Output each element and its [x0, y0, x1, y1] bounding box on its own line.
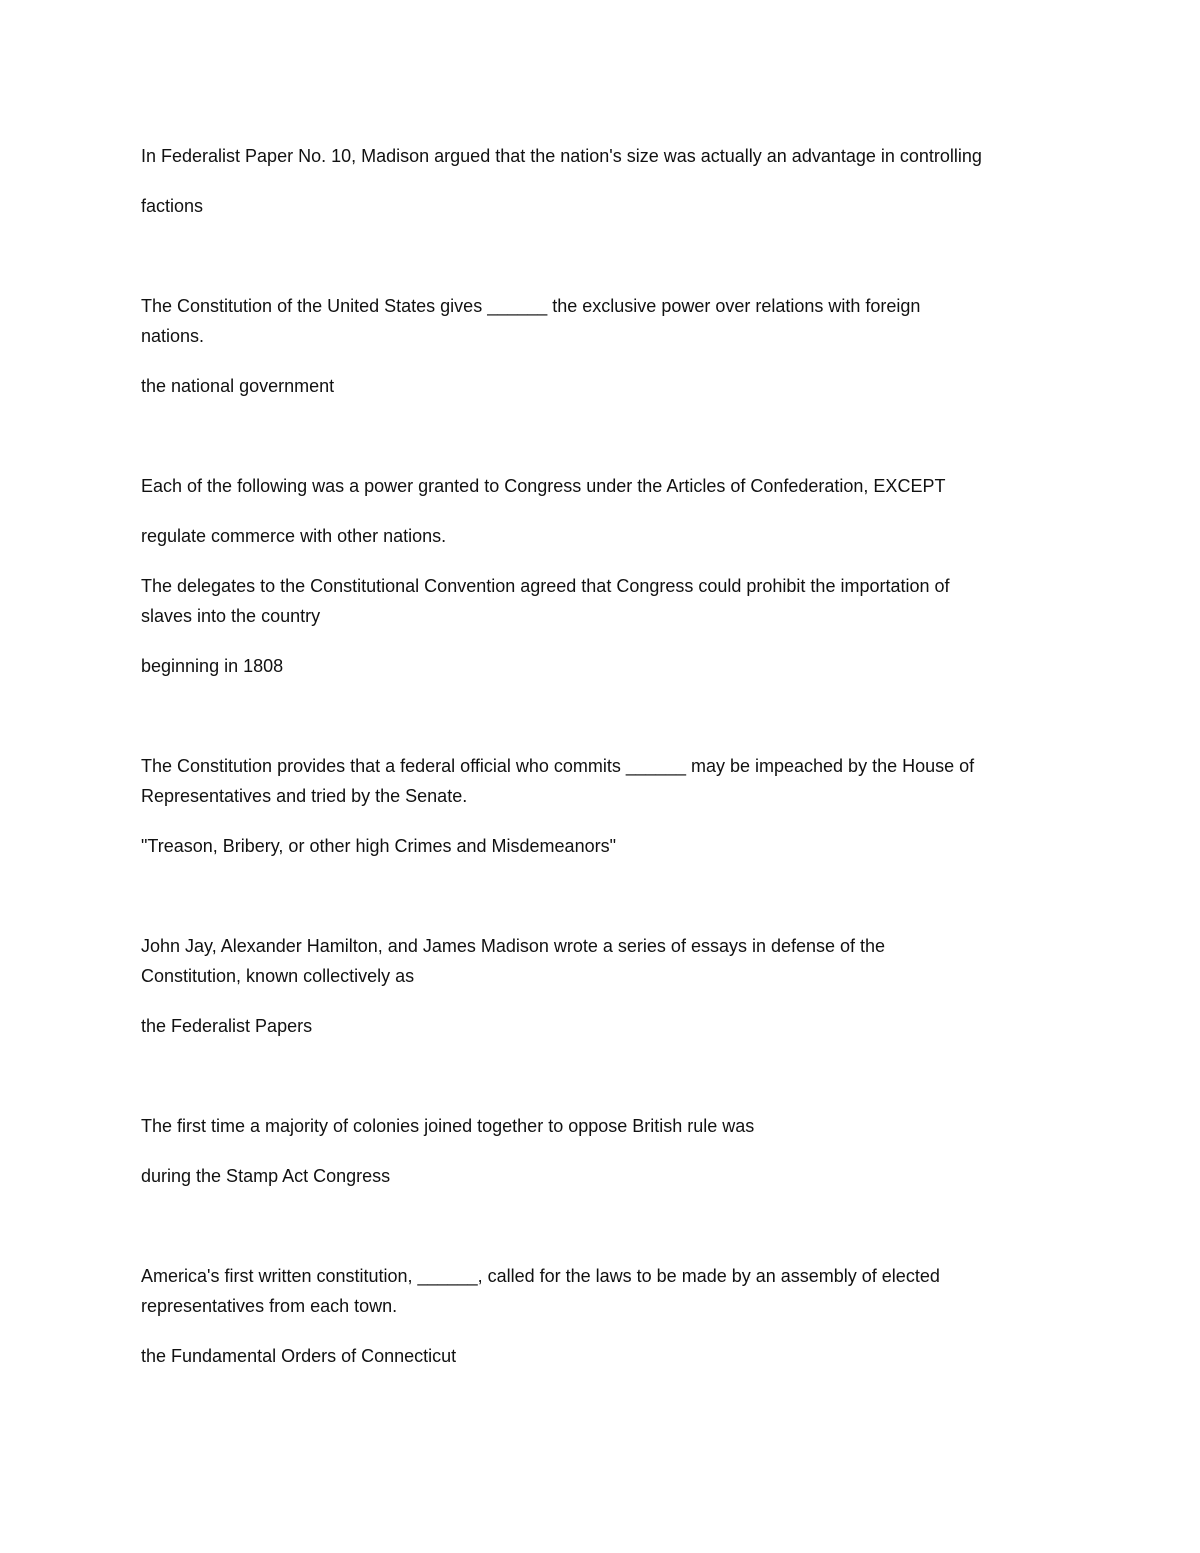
- question-foreign-relations: The Constitution of the United States gives ______ the exclusive power over relations with foreign: [141, 296, 921, 316]
- question-essays-cont: Constitution, known collectively as: [141, 966, 415, 986]
- answer-federalist-papers: the Federalist Papers: [141, 1016, 313, 1036]
- question-federalist-10: In Federalist Paper No. 10, Madison argued that the nation's size was actually an advantage in controlling: [141, 146, 982, 166]
- question-slave-importation-cont: slaves into the country: [141, 606, 321, 626]
- question-foreign-relations-cont: nations.: [141, 326, 205, 346]
- answer-factions: factions: [141, 196, 204, 216]
- answer-fundamental-orders: the Fundamental Orders of Connecticut: [141, 1346, 457, 1366]
- question-colonies-joined: The first time a majority of colonies joined together to oppose British rule was: [141, 1116, 755, 1136]
- question-articles-of-confederation: Each of the following was a power granted to Congress under the Articles of Confederation, EXCEPT: [141, 476, 946, 496]
- answer-national-government: the national government: [141, 376, 335, 396]
- question-first-constitution: America's first written constitution, ______, called for the laws to be made by an assembly of elected: [141, 1266, 940, 1286]
- answer-beginning-1808: beginning in 1808: [141, 656, 284, 676]
- question-slave-importation: The delegates to the Constitutional Convention agreed that Congress could prohibit the importation of: [141, 576, 950, 596]
- question-first-constitution-cont: representatives from each town.: [141, 1296, 398, 1316]
- answer-treason-bribery: "Treason, Bribery, or other high Crimes and Misdemeanors": [141, 836, 616, 856]
- question-impeachment-cont: Representatives and tried by the Senate.: [141, 786, 468, 806]
- answer-stamp-act-congress: during the Stamp Act Congress: [141, 1166, 391, 1186]
- question-impeachment: The Constitution provides that a federal official who commits ______ may be impeached by the House of: [141, 756, 975, 776]
- question-essays: John Jay, Alexander Hamilton, and James Madison wrote a series of essays in defense of the: [141, 936, 886, 956]
- answer-regulate-commerce: regulate commerce with other nations.: [141, 526, 447, 546]
